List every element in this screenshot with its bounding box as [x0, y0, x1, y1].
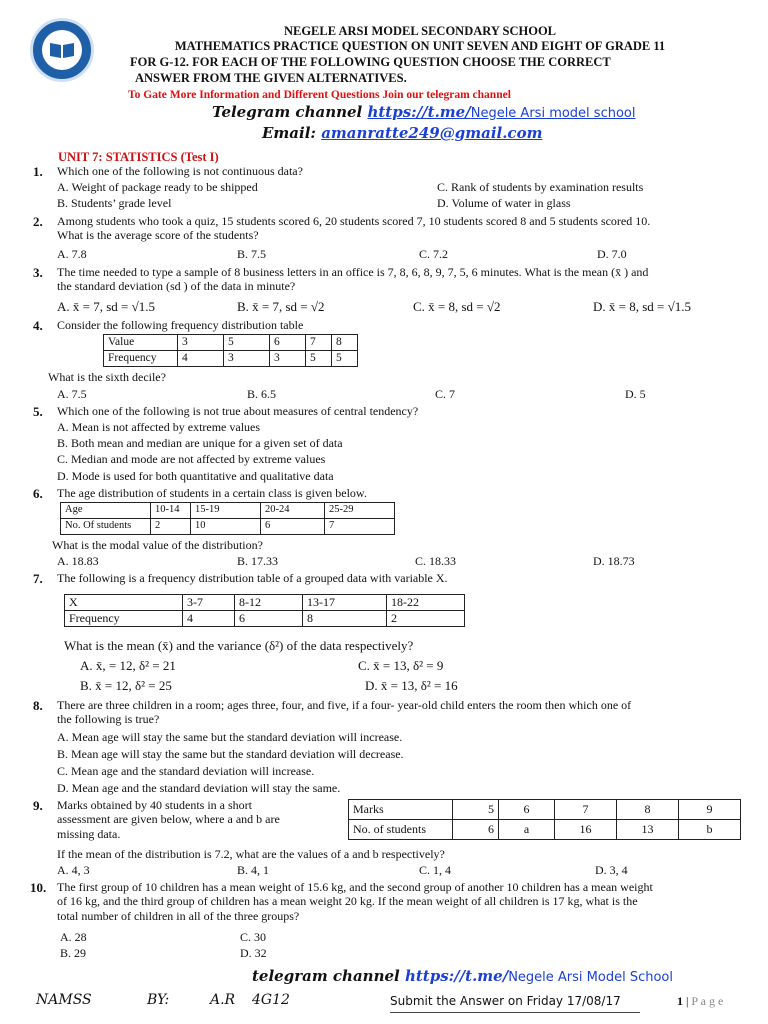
option-d: D. 7.0 — [597, 247, 627, 261]
question-text-2: What is the average score of the students? — [57, 228, 259, 243]
table-cell: 7 — [325, 519, 395, 535]
question-text-2: What is the sixth decile? — [48, 370, 166, 384]
table-cell: 8 — [303, 611, 387, 627]
submit-note: Submit the Answer on Friday 17/08/17 — [390, 994, 621, 1008]
table-cell: 3 — [270, 351, 306, 367]
school-logo-icon — [30, 18, 94, 82]
option-b: B. 29 — [60, 946, 87, 960]
option-a: A. Weight of package ready to be shipped — [57, 180, 258, 194]
footer-sig-by: BY: — [147, 992, 170, 1008]
table-cell: 10-14 — [151, 503, 191, 519]
telegram-footer — [252, 967, 673, 986]
table-row — [349, 800, 741, 820]
page-number: 1 | P a g e — [677, 994, 724, 1008]
question-text-2: If the mean of the distribution is 7.2, what are the values of a and b respectively? — [57, 847, 445, 861]
question-text-3: total number of children in all of the three groups? — [57, 908, 300, 923]
question-number: 3. — [33, 265, 43, 280]
table-cell: No. Of students — [61, 519, 151, 535]
question-number: 8. — [33, 698, 43, 713]
footer-sig-grade: 4G12 — [252, 992, 290, 1008]
option-c: C. Median and mode are not affected by extreme values — [57, 452, 326, 466]
table-cell: 5 — [306, 351, 332, 367]
question-text: The time needed to type a sample of 8 business letters in an office is 7, 8, 6, 8, 9, 7, 5, 6 minutes. What is the mean (x̄ ) and — [57, 265, 649, 279]
table-cell: 3-7 — [183, 595, 235, 611]
table-cell: 6 — [453, 820, 499, 840]
option-c: C. 30 — [240, 930, 267, 944]
telegram-link[interactable]: https://t.me/Negele Arsi model school — [367, 103, 636, 121]
option-b: B. 4, 1 — [237, 863, 270, 877]
option-b: B. x̄ = 7, sd = √2 — [237, 299, 325, 314]
option-a: A. 7.8 — [57, 247, 87, 261]
table-cell: 6 — [235, 611, 303, 627]
question-text: Which one of the following is not continuous data? — [57, 164, 303, 178]
option-d: D. x̄ = 8, sd = √1.5 — [593, 299, 691, 314]
question-10 — [30, 880, 748, 923]
option-a: A. 7.5 — [57, 387, 87, 401]
question-number: 1. — [33, 164, 43, 179]
table-cell: Marks — [349, 800, 453, 820]
table-cell: 5 — [332, 351, 358, 367]
table-cell: 4 — [178, 351, 224, 367]
email-header — [262, 124, 542, 142]
question-5 — [33, 404, 748, 418]
question-9 — [33, 798, 333, 841]
table-cell: 2 — [387, 611, 465, 627]
table-cell: 8-12 — [235, 595, 303, 611]
option-a: A. x̄, = 12, δ² = 21 — [80, 658, 176, 673]
promo-text: To Gate More Information and Different Questions Join our telegram channel — [128, 89, 511, 101]
table-cell: a — [499, 820, 555, 840]
question-2 — [33, 214, 748, 243]
table-cell: 25-29 — [325, 503, 395, 519]
telegram-label: Telegram channel — [212, 103, 368, 121]
question-text-2: What is the modal value of the distribution? — [52, 538, 263, 552]
school-name: NEGELE ARSI MODEL SECONDARY SCHOOL — [283, 24, 557, 38]
question-6 — [33, 486, 748, 500]
option-c: C. 1, 4 — [419, 863, 452, 877]
table-cell: 6 — [270, 335, 306, 351]
table-cell: 3 — [178, 335, 224, 351]
table-cell: 8 — [617, 800, 679, 820]
question-text: Marks obtained by 40 students in a short — [57, 798, 252, 812]
footer-sig-author: A.R — [210, 992, 236, 1008]
table-cell: 18-22 — [387, 595, 465, 611]
option-d: D. 32 — [240, 946, 267, 960]
option-d: D. Mean age and the standard deviation will stay the same. — [57, 781, 341, 795]
option-d: D. Volume of water in glass — [437, 196, 571, 210]
question-text-line-2: assessment are given below, where a and b are — [57, 812, 280, 827]
option-c: C. x̄ = 8, sd = √2 — [413, 299, 501, 314]
question-1 — [33, 164, 748, 178]
table-row — [65, 611, 465, 627]
option-a: A. 28 — [60, 930, 87, 944]
question-text: There are three children in a room; ages three, four, and five, if a four- year-old child enters the room then which one of — [57, 698, 632, 712]
question-number: 7. — [33, 571, 43, 586]
telegram-link[interactable]: https://t.me/Negele Arsi Model School — [404, 967, 673, 985]
table-cell: 16 — [555, 820, 617, 840]
option-b: B. Both mean and median are unique for a given set of data — [57, 436, 343, 450]
footer-divider — [390, 1012, 640, 1013]
question-number: 6. — [33, 486, 43, 501]
unit-title: UNIT 7: STATISTICS (Test I) — [58, 150, 219, 164]
question-text: Among students who took a quiz, 15 students scored 6, 20 students scored 7, 10 students scored 8 and 5 students scored 10. — [57, 214, 651, 228]
question-text: The age distribution of students in a certain class is given below. — [57, 486, 367, 500]
telegram-label: telegram channel — [252, 967, 405, 985]
question-text-line-3: missing data. — [57, 826, 121, 841]
marks-table — [348, 799, 741, 840]
table-row — [104, 351, 358, 367]
option-a: A. Mean age will stay the same but the standard deviation will increase. — [57, 730, 403, 744]
table-row — [349, 820, 741, 840]
email-label: Email: — [262, 124, 322, 142]
table-cell: 5 — [224, 335, 270, 351]
table-cell: 9 — [679, 800, 741, 820]
option-b: B. Students’ grade level — [57, 196, 172, 210]
option-b: B. Mean age will stay the same but the standard deviation will decrease. — [57, 747, 404, 761]
option-c: C. 7.2 — [419, 247, 449, 261]
option-c: C. Mean age and the standard deviation will increase. — [57, 764, 315, 778]
option-d: D. x̄ = 13, δ² = 16 — [365, 678, 458, 693]
option-d: D. 18.73 — [593, 554, 635, 568]
table-cell: b — [679, 820, 741, 840]
question-number: 10. — [30, 880, 47, 895]
question-text: Consider the following frequency distribution table — [57, 318, 304, 332]
email-link[interactable]: amanratte249@gmail.com — [321, 124, 543, 142]
book-icon — [42, 30, 82, 70]
question-text: The following is a frequency distribution table of a grouped data with variable X. — [57, 571, 448, 585]
table-cell: 20-24 — [261, 503, 325, 519]
question-text-2: of 16 kg, and the third group of children has a mean weight 20 kg. If the mean weight of all children is 17 kg, what is the — [57, 894, 638, 909]
question-text-2: the standard deviation (sd ) of the data in minute? — [57, 279, 296, 294]
table-cell: Age — [61, 503, 151, 519]
header-line-2: MATHEMATICS PRACTICE QUESTION ON UNIT SEVEN AND EIGHT OF GRADE 11 — [174, 39, 666, 53]
footer-sig-namss: NAMSS — [36, 992, 92, 1008]
question-text: The first group of 10 children has a mean weight of 15.6 kg, and the second group of another 10 children has a mean weight — [57, 880, 653, 894]
option-a: A. 18.83 — [57, 554, 99, 568]
table-cell: 2 — [151, 519, 191, 535]
option-a: A. Mean is not affected by extreme values — [57, 420, 261, 434]
table-cell: 10 — [191, 519, 261, 535]
option-d: D. 5 — [625, 387, 646, 401]
table-cell: 3 — [224, 351, 270, 367]
question-7 — [33, 571, 748, 585]
table-cell: 7 — [306, 335, 332, 351]
table-cell: 13 — [617, 820, 679, 840]
table-cell: 15-19 — [191, 503, 261, 519]
question-8 — [33, 698, 748, 727]
header-line-3: FOR G-12. FOR EACH OF THE FOLLOWING QUESTION CHOOSE THE CORRECT — [130, 55, 611, 69]
telegram-header — [212, 103, 635, 122]
table-cell: No. of students — [349, 820, 453, 840]
question-4 — [33, 318, 748, 332]
question-number: 2. — [33, 214, 43, 229]
table-cell: 6 — [261, 519, 325, 535]
table-cell: X — [65, 595, 183, 611]
table-row — [61, 519, 395, 535]
table-cell: Frequency — [104, 351, 178, 367]
option-b: B. 17.33 — [237, 554, 279, 568]
option-d: D. 3, 4 — [595, 863, 628, 877]
question-number: 9. — [33, 798, 43, 813]
question-number: 5. — [33, 404, 43, 419]
table-row — [65, 595, 465, 611]
question-text-2: What is the mean (x̄) and the variance (δ²) of the data respectively? — [64, 638, 414, 653]
option-c: C. 18.33 — [415, 554, 457, 568]
table-cell: 5 — [453, 800, 499, 820]
table-cell: Frequency — [65, 611, 183, 627]
header-line-4: ANSWER FROM THE GIVEN ALTERNATIVES. — [135, 71, 407, 85]
table-cell: 6 — [499, 800, 555, 820]
option-b: B. 7.5 — [237, 247, 267, 261]
option-a: A. x̄ = 7, sd = √1.5 — [57, 299, 155, 314]
table-cell: Value — [104, 335, 178, 351]
question-text: Which one of the following is not true about measures of central tendency? — [57, 404, 419, 418]
frequency-table — [103, 334, 358, 367]
table-cell: 7 — [555, 800, 617, 820]
option-b: B. 6.5 — [247, 387, 277, 401]
option-c: C. 7 — [435, 387, 456, 401]
option-d: D. Mode is used for both quantitative and qualitative data — [57, 469, 334, 483]
question-number: 4. — [33, 318, 43, 333]
table-cell: 13-17 — [303, 595, 387, 611]
option-a: A. 4, 3 — [57, 863, 90, 877]
table-cell: 8 — [332, 335, 358, 351]
grouped-data-table — [64, 594, 465, 627]
age-distribution-table — [60, 502, 395, 535]
table-cell: 4 — [183, 611, 235, 627]
question-3 — [33, 265, 748, 294]
question-text-2: the following is true? — [57, 712, 160, 727]
option-c: C. Rank of students by examination results — [437, 180, 644, 194]
table-row — [104, 335, 358, 351]
table-row — [61, 503, 395, 519]
option-c: C. x̄ = 13, δ² = 9 — [358, 658, 444, 673]
option-b: B. x̄ = 12, δ² = 25 — [80, 678, 172, 693]
